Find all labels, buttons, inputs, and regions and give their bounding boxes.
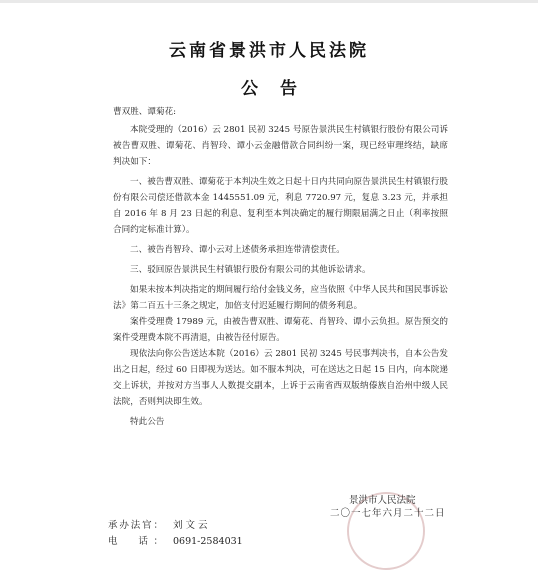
phone-number: 0691-2584031	[173, 536, 243, 547]
officer-name: 刘 文 云	[173, 520, 208, 531]
paragraph-judgment-1: 一、被告曹双胜、谭菊花于本判决生效之日起十日内共同向原告景洪民生村镇银行股份有限公司偿还借款本金 1445551.09 元，利息 7720.97 元，复息 3.23 元，并承担自 2016 年 8 月 23 日起的利息、复利至本判决确定的履行期限届满之日止（利率按照合同约定标准计算）。	[113, 177, 448, 235]
phone-label: 电 话：	[108, 536, 163, 547]
notice-body	[113, 104, 448, 430]
salutation: 曹双胜、谭菊花:	[113, 107, 177, 117]
header-rule	[0, 0, 538, 3]
notice-date: 二〇一七年六月二十二日	[330, 508, 446, 519]
court-title: 云南省景洪市人民法院	[169, 41, 369, 61]
notice-title: 公告	[241, 79, 319, 99]
paragraph-judgment-2: 二、被告肖智玲、谭小云对上述债务承担连带清偿责任。	[130, 245, 345, 255]
phone-line	[108, 533, 243, 547]
officer-line	[108, 517, 208, 531]
paragraph-case-intro: 本院受理的（2016）云 2801 民初 3245 号原告景洪民生村镇银行股份有限公司诉被告曹双胜、谭菊花、肖智玲、谭小云金融借款合同纠纷一案，现已经审理终结，缺席判决如下：	[113, 125, 448, 167]
paragraph-court-fee: 案件受理费 17989 元，由被告曹双胜、谭菊花、肖智玲、谭小云负担。原告预交的案件受理费本院不再清退，由被告径付原告。	[113, 317, 448, 343]
paragraph-closing: 特此公告	[130, 417, 165, 427]
paragraph-service: 现依法向你公告送达本院（2016）云 2801 民初 3245 号民事判决书，自本公告发出之日起，经过 60 日即视为送达。如不服本判决，可在送达之日起 15 日内，向本院递交上诉状，并按对方当事人人数提交副本，上诉于云南省西双版纳傣族自治州中级人民法院，否则判决即生效。	[113, 349, 448, 407]
paragraph-late-payment: 如果未按本判决指定的期间履行给付金钱义务，应当依照《中华人民共和国民事诉讼法》第二百五十三条之规定，加倍支付迟延履行期间的债务利息。	[113, 285, 448, 311]
paragraph-judgment-3: 三、驳回原告景洪民生村镇银行股份有限公司的其他诉讼请求。	[130, 265, 371, 275]
signer-court: 景洪市人民法院	[349, 495, 416, 506]
officer-label: 承办法官：	[108, 520, 163, 531]
